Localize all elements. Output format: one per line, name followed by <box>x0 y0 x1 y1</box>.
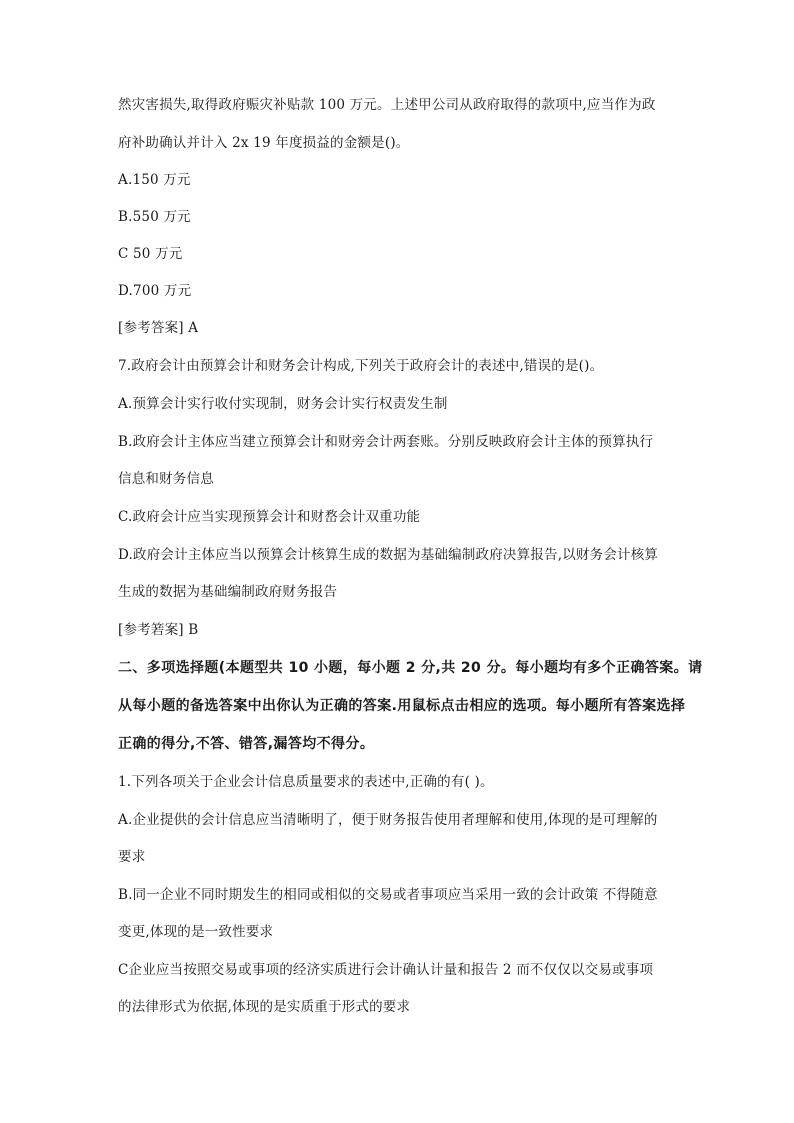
section-2-heading-line-1: 二、多项选择题(本题型共 10 小题，每小题 2 分,共 20 分。每小题均有多个正确答案。请 <box>118 660 703 676</box>
mq1-option-a-line-1: A.企业提供的会计信息应当清晰明了，便于财务报告使用者理解和使用,体现的是可理解的 <box>118 812 658 828</box>
q6-option-c: C 50 万元 <box>118 246 183 262</box>
q6-reference-answer: [参考答案] A <box>118 320 199 336</box>
mq1-option-b-line-1: B.同一企业不同时期发生的相同或相似的交易或者事项应当采用一致的会计政策 不得随意 <box>118 887 658 903</box>
mq1-option-c-line-2: 的法律形式为依据,体现的是实质重于形式的要求 <box>118 999 411 1015</box>
mq1-stem: 1.下列各项关于企业会计信息质量要求的表述中,正确的有( )。 <box>118 774 494 790</box>
section-2-heading-line-2: 从每小题的备选答案中出你认为正确的答案.用鼠标点击相应的选项。每小题所有答案选择 <box>118 698 686 714</box>
q6-stem-line-1: 然灾害损失,取得政府赈灾补贴款 100 万元。上述甲公司从政府取得的款项中,应当作为政 <box>118 97 656 113</box>
q7-option-d-line-1: D.政府会计主体应当以预算会计核算生成的数据为基础编制政府决算报告,以财务会计核算 <box>118 547 659 563</box>
q6-option-d: D.700 万元 <box>118 283 192 299</box>
q6-stem-line-2: 府补助确认并计入 2x 19 年度损益的金额是()。 <box>118 135 410 151</box>
q7-stem: 7.政府会计由预算会计和财务会计构成,下列关于政府会计的表述中,错误的是()。 <box>118 358 604 374</box>
q7-reference-answer: [参考箬案] B <box>118 622 199 638</box>
section-2-heading-line-3: 正确的得分,不答、错答,漏答均不得分。 <box>118 736 375 752</box>
document-page <box>118 96 703 1016</box>
q7-option-b-line-2: 信息和财务信息 <box>118 471 214 487</box>
q7-option-b-line-1: B.政府会计主体应当建立预算会计和财旁会计两套账。分别反映政府会计主体的预算执行 <box>118 434 654 450</box>
q6-option-b: B.550 万元 <box>118 209 191 225</box>
q7-option-a: A.预算会计实行收付实现制，财务会计实行权责发生制 <box>118 396 448 412</box>
mq1-option-a-line-2: 要求 <box>118 849 146 865</box>
q7-option-d-line-2: 生成的数据为基础编制政府财务报告 <box>118 584 338 600</box>
q7-option-c: C.政府会计应当实现预算会计和财嵍会计双重功能 <box>118 509 421 525</box>
mq1-option-b-line-2: 变更,体现的是一致性要求 <box>118 924 274 940</box>
q6-option-a: A.150 万元 <box>118 172 191 188</box>
mq1-option-c-line-1: C企业应当按照交易或事项的经济实质进行会计确认计量和报告 2 而不仅仅以交易或事项 <box>118 962 654 978</box>
